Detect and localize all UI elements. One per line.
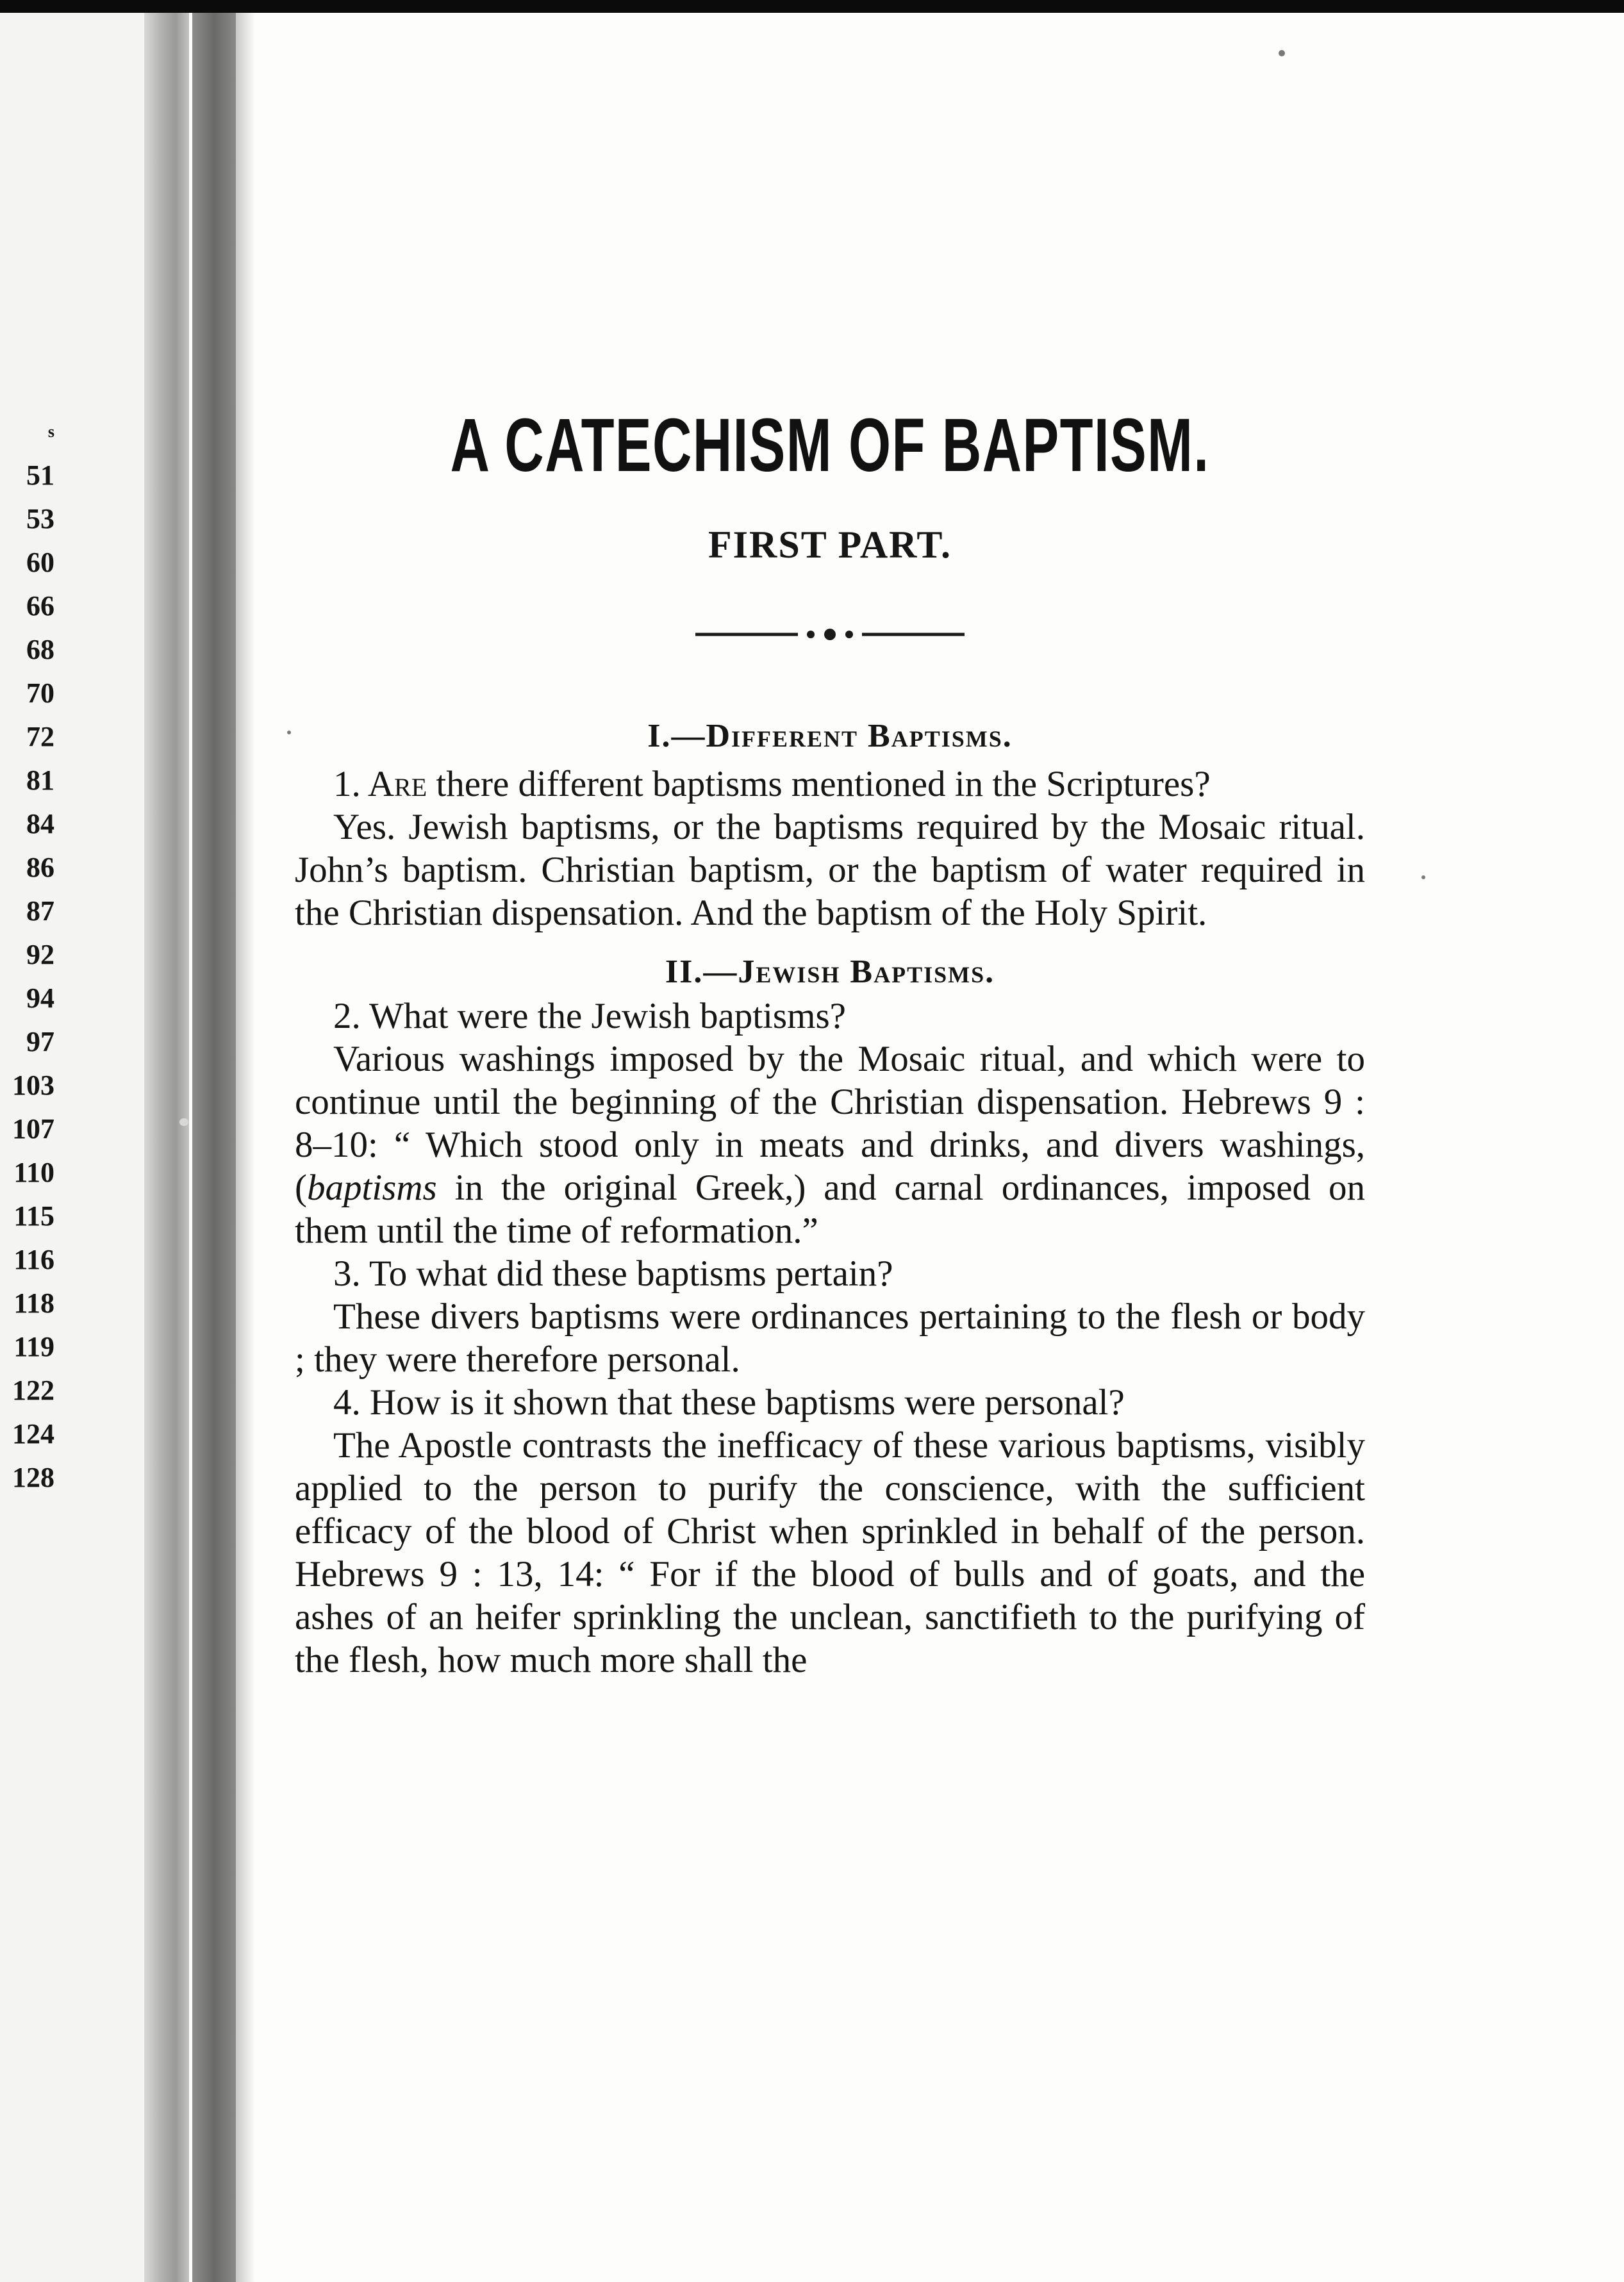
page-number: 87 — [26, 895, 54, 927]
scan-speck — [287, 731, 291, 734]
page-number: 128 — [12, 1462, 54, 1493]
question-2: 2. What were the Jewish baptisms? — [333, 996, 846, 1036]
page-number: 66 — [26, 590, 54, 622]
page-content — [295, 397, 1365, 1682]
section-heading-different-baptisms: I.—Different Baptisms. — [647, 718, 1013, 754]
page-number: 119 — [13, 1331, 54, 1362]
page-number: 51 — [26, 459, 54, 491]
answer-1: Yes. Jewish baptisms, or the baptisms required by the Mosaic ritual. John’s baptism. Christian baptism, or the baptism of water required in the Christian dispensation. And the baptism of the Holy Spirit. — [295, 807, 1365, 933]
page-number: 122 — [12, 1375, 54, 1406]
scan-speck — [1421, 875, 1425, 879]
page-number: 94 — [26, 982, 54, 1014]
page-number: 118 — [13, 1287, 54, 1319]
page-number: 70 — [26, 677, 54, 709]
page-number: 72 — [26, 721, 54, 752]
contents-page-numbers — [0, 410, 128, 1500]
page-number: 60 — [26, 547, 54, 578]
answer-2 — [295, 1038, 1365, 1252]
page-number: 124 — [12, 1418, 54, 1450]
part-title: FIRST PART. — [708, 524, 952, 566]
section-heading-jewish-baptisms: II.—Jewish Baptisms. — [665, 954, 995, 990]
page-number: 97 — [26, 1026, 54, 1057]
page-number: 92 — [26, 939, 54, 970]
question-1-text: there different baptisms mentioned in the Scriptures? — [427, 764, 1211, 804]
page-number: 107 — [12, 1113, 54, 1145]
question-1 — [295, 763, 1365, 806]
question-1-lead: 1. Are — [333, 764, 427, 804]
page-number: 86 — [26, 852, 54, 883]
book-gutter-shadow — [144, 13, 189, 2282]
scan-speck — [179, 1118, 188, 1126]
page-number: 110 — [13, 1157, 54, 1188]
scan-speck — [1279, 50, 1285, 56]
page-number: 68 — [26, 634, 54, 665]
page-number: 81 — [26, 765, 54, 796]
question-3: 3. To what did these baptisms pertain? — [333, 1253, 893, 1294]
answer-4: The Apostle contrasts the inefficacy of these various baptisms, visibly applied to the person to purify the conscience, with the sufficient efficacy of the blood of Christ when sprinkled in behalf of the person. Hebrews 9 : 13, 14: “ For if the blood of bulls and of goats, and the ashes of an heifer sprinkling the unclean, sanctifieth to the purifying of the flesh, how much more shall the — [295, 1425, 1365, 1680]
answer-2-italic: baptisms — [306, 1168, 437, 1208]
page-number: 53 — [26, 503, 54, 534]
page-number: 116 — [13, 1244, 54, 1275]
question-4: 4. How is it shown that these baptisms were personal? — [333, 1382, 1125, 1423]
answer-3: These divers baptisms were ordinances pertaining to the flesh or body ; they were therefore personal. — [295, 1296, 1365, 1380]
page-number: s — [47, 422, 54, 441]
page-number: 103 — [12, 1070, 54, 1101]
answer-2-text-before: Various washings imposed by the Mosaic ritual, and which were to continue until the beginning of the Christian dispensation. Hebrews 9 : 8–10: “ Which stood only in meats and drinks, and divers washings, ( — [295, 1039, 1365, 1208]
ornament-rule — [695, 622, 965, 647]
page-number: 84 — [26, 808, 54, 839]
facing-page-edge — [0, 13, 144, 2282]
book-gutter-fade — [236, 13, 255, 2282]
book-gutter-fold — [192, 13, 236, 2282]
page-number: 115 — [13, 1200, 54, 1232]
scan-top-border — [0, 0, 1624, 13]
answer-2-text-after: in the original Greek,) and carnal ordinances, imposed on them until the time of reformation.” — [295, 1168, 1365, 1251]
page-title: A CATECHISM OF BAPTISM. — [450, 403, 1210, 488]
